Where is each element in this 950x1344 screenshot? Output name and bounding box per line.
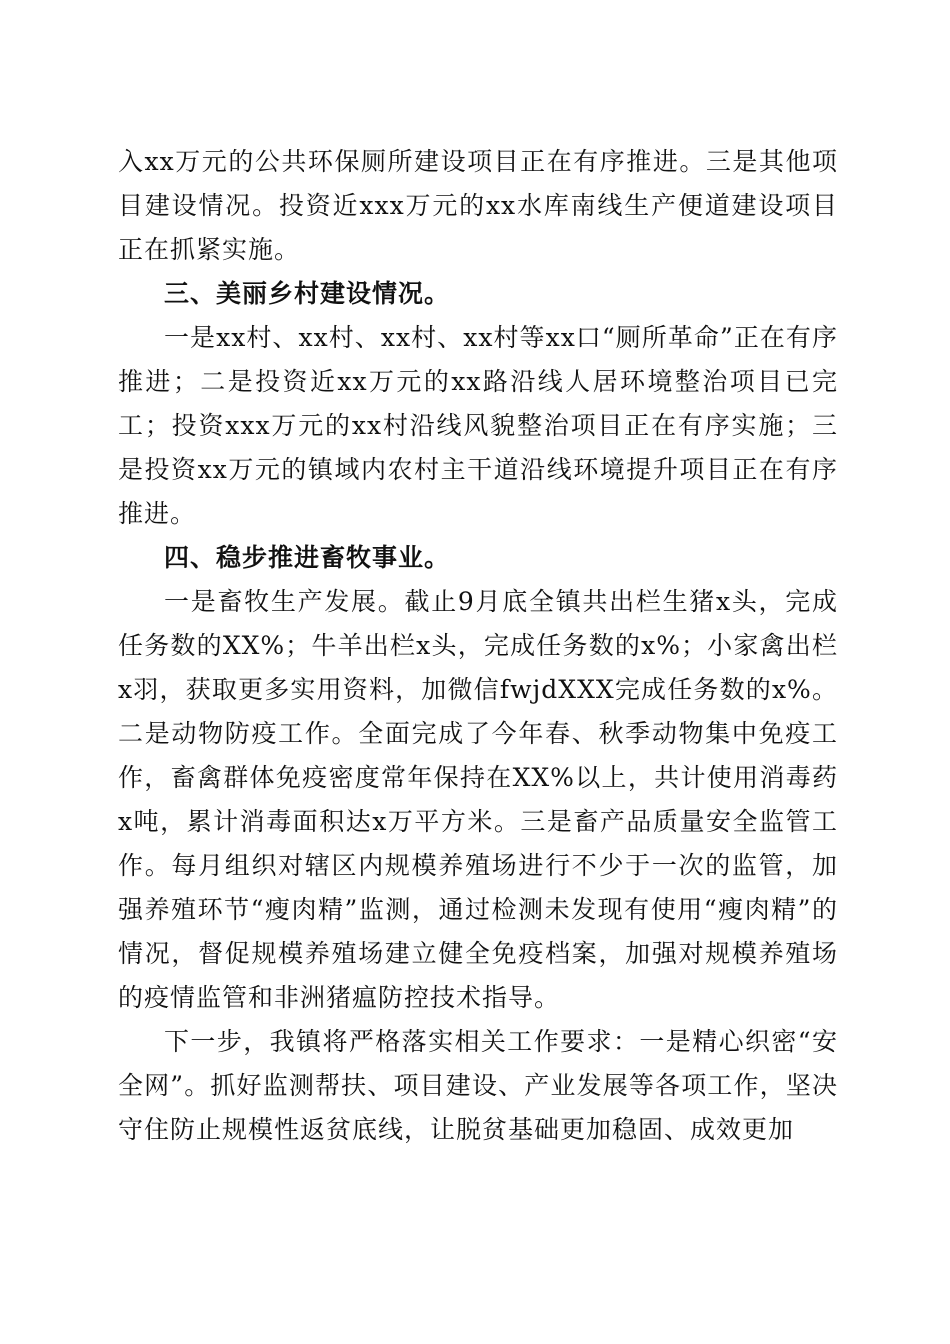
section-heading-beautiful-village: 三、美丽乡村建设情况。 <box>164 279 451 308</box>
paragraph-projects-continued: 入xx万元的公共环保厕所建设项目正在有序推进。三是其他项目建设情况。投资近xxx万元的xx水库南线生产便道建设项目正在抓紧实施。 <box>118 147 838 264</box>
paragraph-beautiful-village: 一是xx村、xx村、xx村、xx村等xx口“厕所革命”正在有序推进；二是投资近xx万元的xx路沿线人居环境整治项目已完工；投资xxx万元的xx村沿线风貌整治项目正在有序实施；三是投资xx万元的镇域内农村主干道沿线环境提升项目正在有序推进。 <box>118 323 838 528</box>
paragraph-livestock: 一是畜牧生产发展。截止9月底全镇共出栏生猪x头，完成任务数的XX%；牛羊出栏x头，完成任务数的x%；小家禽出栏x羽，获取更多实用资料，加微信fwjdXXX完成任务数的x%。二是动物防疫工作。全面完成了今年春、秋季动物集中免疫工作，畜禽群体免疫密度常年保持在XX%以上，共计使用消毒药x吨，累计消毒面积达x万平方米。三是畜产品质量安全监管工作。每月组织对辖区内规模养殖场进行不少于一次的监管，加强养殖环节“瘦肉精”监测，通过检测未发现有使用“瘦肉精”的情况，督促规模养殖场建立健全免疫档案，加强对规模养殖场的疫情监管和非洲猪瘟防控技术指导。 <box>118 587 838 1012</box>
paragraph-next-steps: 下一步，我镇将严格落实相关工作要求：一是精心织密“安全网”。抓好监测帮扶、项目建设、产业发展等各项工作，坚决守住防止规模性返贫底线，让脱贫基础更加稳固、成效更加 <box>118 1027 838 1144</box>
document-body <box>118 140 838 1152</box>
section-heading-livestock: 四、稳步推进畜牧事业。 <box>164 543 451 572</box>
